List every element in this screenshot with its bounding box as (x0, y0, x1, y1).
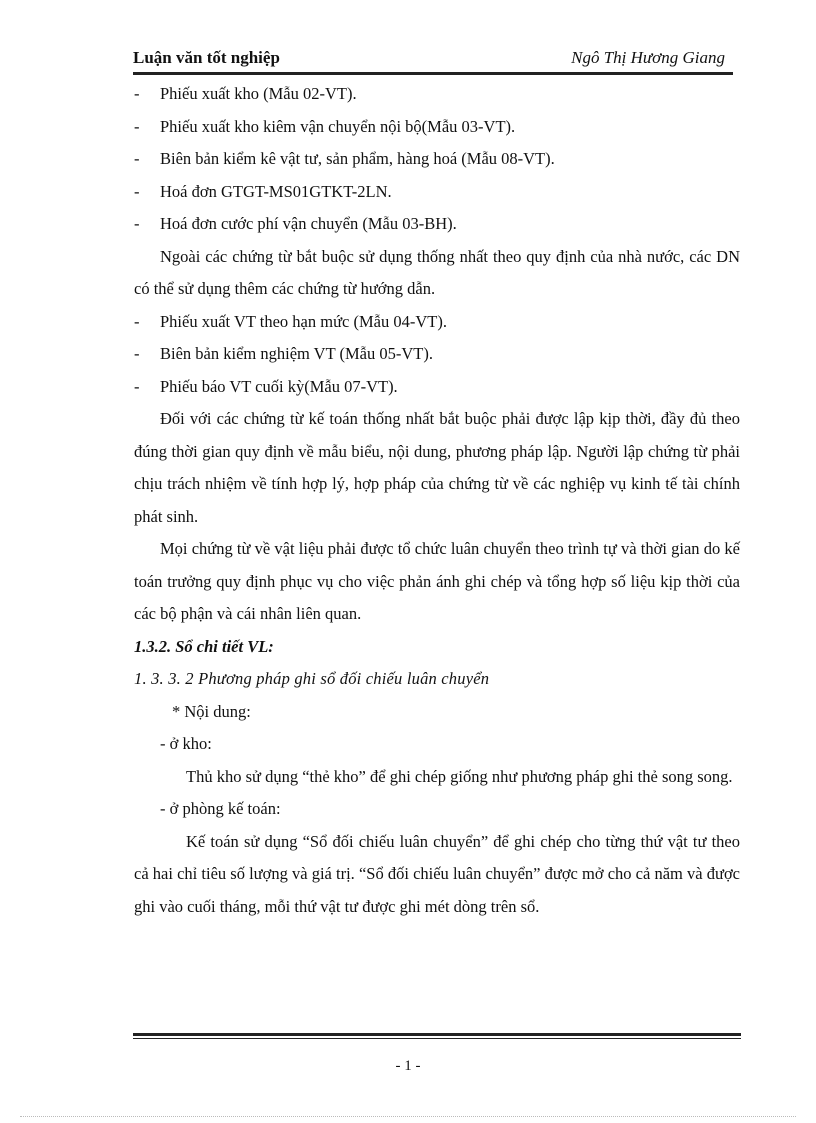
header-author: Ngô Thị Hương Giang (571, 48, 725, 67)
list-item: - Phiếu xuất kho kiêm vận chuyển nội bộ(Mẫu 03-VT). (134, 116, 516, 136)
list-item: - Hoá đơn cước phí vận chuyển (Mẫu 03-BH). (134, 214, 457, 233)
list-item: - Phiếu xuất VT theo hạn mức (Mẫu 04-VT). (134, 311, 447, 331)
footer-rule (133, 1033, 741, 1036)
section-heading: 1.3.2. Sổ chi tiết VL: (134, 636, 274, 656)
content-label: * Nội dung: (172, 701, 251, 721)
list-item: - Biên bản kiểm nghiệm VT (Mẫu 05-VT). (134, 344, 433, 363)
paragraph: Mọi chứng từ về vật liệu phải được tổ chức luân chuyển theo trình tự và thời gian do kế toán trưởng quy định phục vụ cho việc phản ánh ghi chép và tổng hợp số liệu kịp thời của các bộ phận và cái nhân liên quan. (134, 539, 740, 623)
header-rule (133, 72, 733, 75)
paragraph: Kế toán sử dụng “Sổ đối chiếu luân chuyển” để ghi chép cho từng thứ vật tư theo cả hai chỉ tiêu số lượng và giá trị. “Sổ đối chiếu luân chuyển” được mở cho cả năm và được ghi vào cuối tháng, mỗi thứ vật tư được ghi mét dòng trên sổ. (134, 831, 740, 916)
paragraph: Thủ kho sử dụng “thẻ kho” để ghi chép giống như phương pháp ghi thẻ song song. (186, 766, 733, 786)
kho-label: - ở kho: (160, 734, 212, 753)
page-header (133, 46, 733, 72)
page-number: - 1 - (395, 1058, 421, 1074)
page-edge-divider (20, 1116, 796, 1117)
paragraph: Đối với các chứng từ kế toán thống nhất bắt buộc phải được lập kịp thời, đầy đủ theo đúng thời gian quy định về mẫu biểu, nội dung, phương pháp lập. Người lập chứng từ phải chịu trách nhiệm về tính hợp lý, hợp pháp của chứng từ về các nghiệp vụ kinh tế tài chính phát sinh. (134, 409, 740, 526)
list-item: - Hoá đơn GTGT-MS01GTKT-2LN. (134, 181, 392, 201)
page-body (134, 78, 740, 923)
paragraph: Ngoài các chứng từ bắt buộc sử dụng thống nhất theo quy định của nhà nước, các DN có thể sử dụng thêm các chứng từ hướng dẫn. (134, 246, 740, 298)
ketoan-label: - ở phòng kế toán: (160, 799, 281, 818)
header-title: Luận văn tốt nghiệp (133, 48, 280, 67)
list-item: - Biên bản kiểm kê vật tư, sản phẩm, hàng hoá (Mẫu 08-VT). (134, 149, 555, 168)
list-item: - Phiếu xuất kho (Mẫu 02-VT). (134, 84, 357, 103)
footer-rule-thin (133, 1038, 741, 1039)
list-item: - Phiếu báo VT cuối kỳ(Mẫu 07-VT). (134, 376, 398, 396)
subsection-heading: 1. 3. 3. 2 Phương pháp ghi sổ đối chiếu luân chuyển (134, 669, 490, 688)
